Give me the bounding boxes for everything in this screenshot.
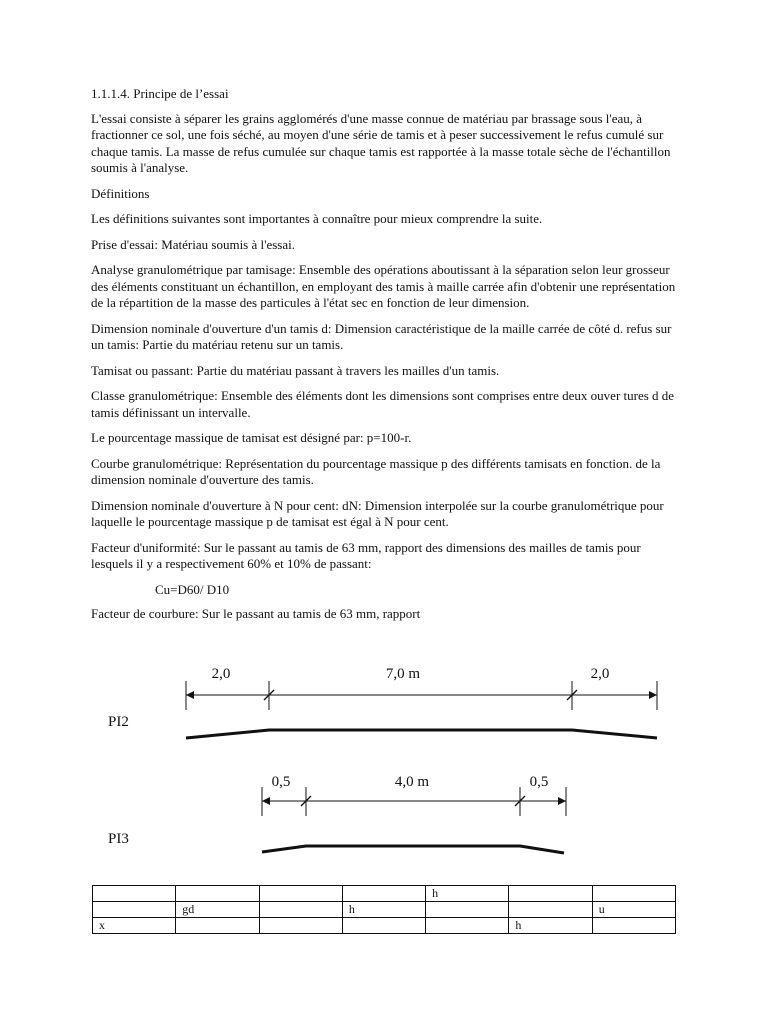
table-cell — [93, 902, 176, 918]
pi2-arrow-left — [186, 691, 194, 699]
data-table — [92, 885, 676, 934]
cross-section-drawing — [91, 658, 681, 863]
definition-classe: Classe granulométrique: Ensemble des éléments dont les dimensions sont comprises entre deux ouver tures d de tamis définissant un intervalle. — [91, 388, 675, 420]
pi2-dim-left: 2,0 — [211, 666, 231, 682]
document-page — [91, 86, 676, 632]
table-cell — [259, 902, 342, 918]
table-cell: h — [342, 902, 425, 918]
profile-pi2-label: PI2 — [108, 714, 129, 730]
definition-uniformite: Facteur d'uniformité: Sur le passant au tamis de 63 mm, rapport des dimensions des mailles de tamis pour lesquels il y a respectivement 60% et 10% de passant: — [91, 539, 641, 571]
pi3-dim-left: 0,5 — [271, 774, 291, 790]
table-cell: u — [592, 902, 675, 918]
pi3-dim-right: 0,5 — [529, 774, 549, 790]
table-cell: h — [509, 918, 592, 934]
table-row — [93, 886, 676, 902]
definition-prise-essai: Prise d'essai: Matériau soumis à l'essai. — [91, 236, 295, 252]
table-cell — [176, 886, 259, 902]
section-heading: 1.1.1.4. Principe de l’essai — [91, 86, 229, 101]
pi3-arrow-left — [262, 797, 270, 805]
table-row — [93, 918, 676, 934]
definition-courbure: Facteur de courbure: Sur le passant au tamis de 63 mm, rapport — [91, 606, 421, 621]
table-cell — [176, 918, 259, 934]
definition-tamisat: Tamisat ou passant: Partie du matériau passant à travers les mailles d'un tamis. — [91, 362, 500, 378]
table-cell — [509, 886, 592, 902]
table-cell: h — [426, 886, 509, 902]
formula-cu: Cu=D60/ D10 — [155, 581, 230, 597]
pi2-arrow-right — [649, 691, 657, 699]
table-cell — [259, 886, 342, 902]
table-cell: x — [93, 918, 176, 934]
table-cell — [93, 886, 176, 902]
definition-dimension-nominale: Dimension nominale d'ouverture d'un tamis d: Dimension caractéristique de la maille carrée de côté d. refus sur un tamis: Partie du matériau retenu sur un tamis. — [91, 320, 672, 352]
pi3-profile-line — [262, 846, 564, 853]
table-cell — [342, 918, 425, 934]
table-cell: gd — [176, 902, 259, 918]
definition-analyse: Analyse granulométrique par tamisage: Ensemble des opérations aboutissant à la séparation selon leur grosseur des éléments constituant un échantillon, en employant des tamis à maille carrée afin d'obtenir une représentation de la répartition de la masse des particules à l'état sec en fonction de leur dimension. — [91, 262, 676, 310]
profile-pi3-label: PI3 — [108, 831, 129, 847]
definition-dn: Dimension nominale d'ouverture à N pour cent: dN: Dimension interpolée sur la courbe granulométrique pour laquelle le pourcentage massique p de tamisat est égal à N pour cent. — [91, 497, 664, 529]
pi3-arrow-right — [558, 797, 566, 805]
pi2-dim-center: 7,0 m — [385, 666, 421, 682]
paragraph-definitions-intro: Les définitions suivantes sont importantes à connaître pour mieux comprendre la suite. — [91, 211, 543, 226]
paragraph-intro: L'essai consiste à séparer les grains agglomérés d'une masse connue de matériau par brassage sous l'eau, à fractionner ce sol, une fois séché, au moyen d'une série de tamis et à peser successivement le refus cumulé sur chaque tamis. La masse de refus cumulée sur chaque tamis est rapportée à la masse totale sèche de l'échantillon soumis à l'analyse. — [91, 110, 671, 175]
profile-pi3 — [108, 774, 566, 853]
pi3-dim-center: 4,0 m — [394, 774, 430, 790]
table-cell — [342, 886, 425, 902]
table-row — [93, 902, 676, 918]
definitions-title: Définitions — [91, 185, 150, 201]
definition-courbe: Courbe granulométrique: Représentation du pourcentage massique p des différents tamisats en fonction. de la dimension nominale d'ouverture des tamis. — [91, 455, 661, 487]
pi2-dim-right: 2,0 — [590, 666, 610, 682]
table-cell — [426, 902, 509, 918]
table-cell — [259, 918, 342, 934]
pi2-profile-line — [186, 730, 657, 738]
profile-pi2 — [108, 666, 657, 738]
definition-pourcentage: Le pourcentage massique de tamisat est désigné par: p=100-r. — [91, 430, 412, 445]
table-cell — [592, 918, 675, 934]
table-cell — [426, 918, 509, 934]
table-cell — [592, 886, 675, 902]
table-cell — [509, 902, 592, 918]
